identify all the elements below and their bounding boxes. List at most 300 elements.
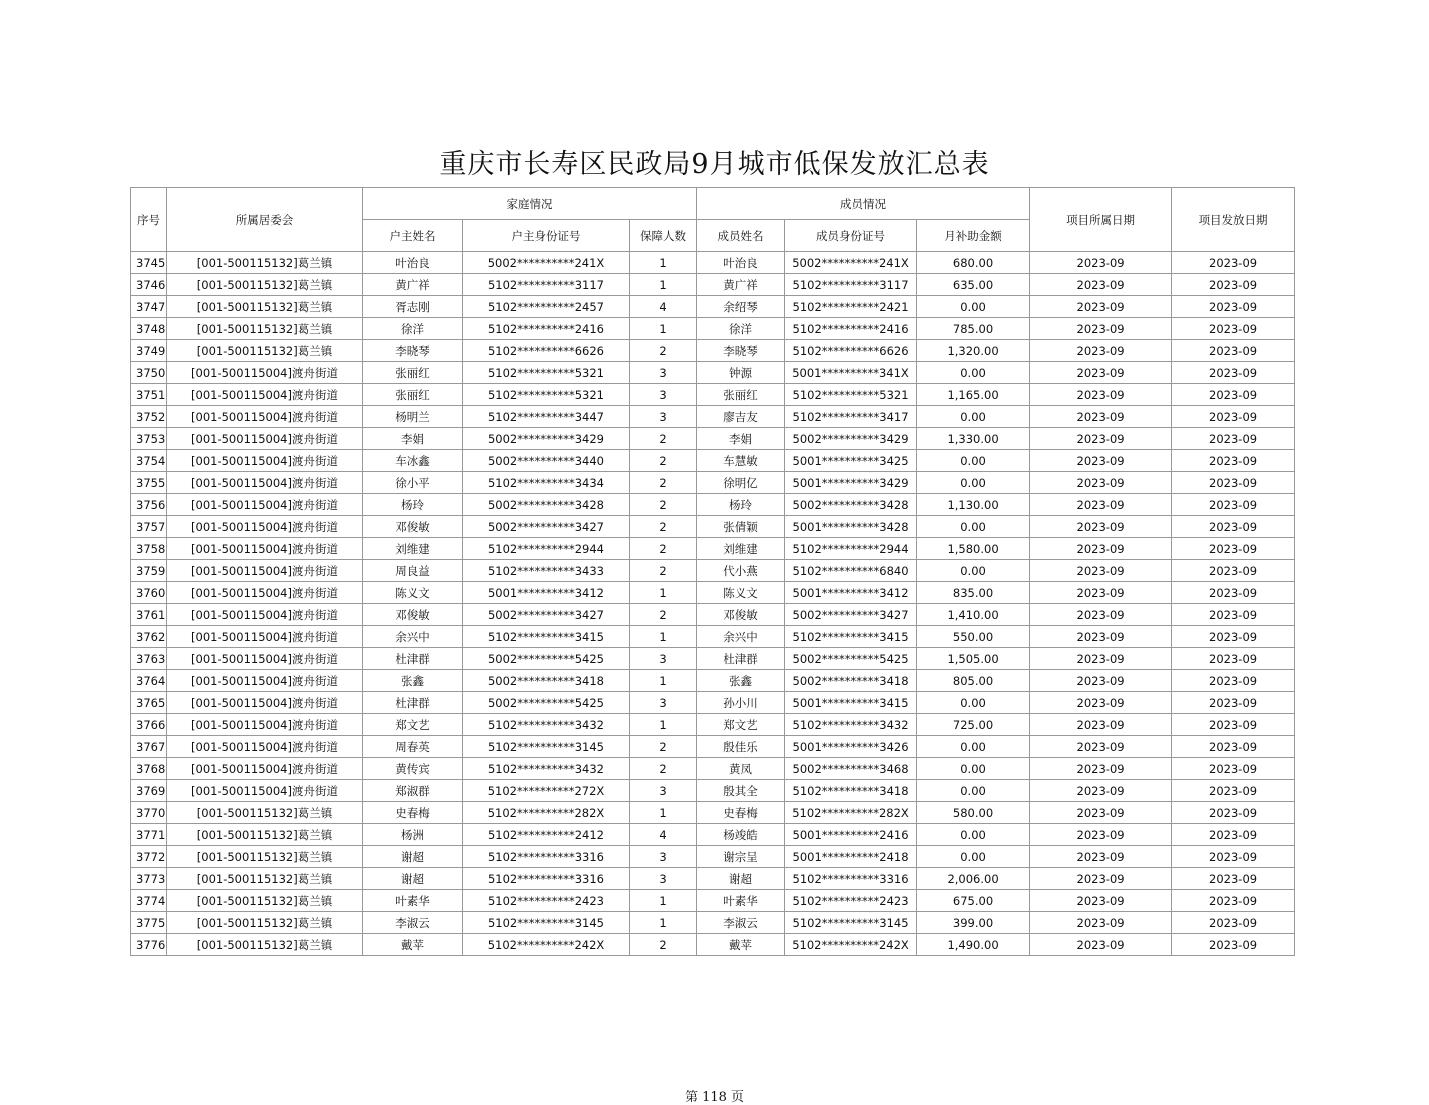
- count-cell: 1: [630, 802, 697, 824]
- committee-cell: [001-500115132]葛兰镇: [167, 318, 363, 340]
- member-name-cell: 杨玲: [697, 494, 785, 516]
- seq-cell: 3756: [131, 494, 167, 516]
- count-cell: 1: [630, 274, 697, 296]
- member-name-cell: 代小燕: [697, 560, 785, 582]
- head-id-cell: 5102**********3145: [463, 912, 630, 934]
- member-id-cell: 5002**********241X: [785, 252, 917, 274]
- table-row: [131, 384, 1295, 406]
- head-name-cell: 邓俊敏: [363, 516, 463, 538]
- project-date-cell: 2023-09: [1030, 296, 1172, 318]
- member-name-cell: 杜津群: [697, 648, 785, 670]
- issue-date-cell: 2023-09: [1172, 714, 1295, 736]
- amount-cell: 805.00: [917, 670, 1030, 692]
- committee-cell: [001-500115132]葛兰镇: [167, 890, 363, 912]
- head-id-cell: 5102**********6626: [463, 340, 630, 362]
- head-id-cell: 5002**********3429: [463, 428, 630, 450]
- count-cell: 3: [630, 846, 697, 868]
- member-name-cell: 钟源: [697, 362, 785, 384]
- amount-cell: 1,330.00: [917, 428, 1030, 450]
- project-date-cell: 2023-09: [1030, 494, 1172, 516]
- head-name-cell: 杨洲: [363, 824, 463, 846]
- amount-cell: 0.00: [917, 824, 1030, 846]
- head-id-cell: 5002**********3440: [463, 450, 630, 472]
- member-id-cell: 5001**********3415: [785, 692, 917, 714]
- page-title: 重庆市长寿区民政局9月城市低保发放汇总表: [439, 149, 990, 180]
- header-count: 保障人数: [630, 220, 697, 252]
- project-date-cell: 2023-09: [1030, 824, 1172, 846]
- count-cell: 2: [630, 494, 697, 516]
- project-date-cell: 2023-09: [1030, 406, 1172, 428]
- amount-cell: 0.00: [917, 560, 1030, 582]
- amount-cell: 0.00: [917, 780, 1030, 802]
- member-id-cell: 5001**********3429: [785, 472, 917, 494]
- head-id-cell: 5002**********241X: [463, 252, 630, 274]
- table-row: [131, 604, 1295, 626]
- table-row: [131, 824, 1295, 846]
- table-row: [131, 428, 1295, 450]
- header-seq: 序号: [131, 188, 167, 252]
- member-name-cell: 史春梅: [697, 802, 785, 824]
- committee-cell: [001-500115004]渡舟街道: [167, 604, 363, 626]
- amount-cell: 725.00: [917, 714, 1030, 736]
- table-row: [131, 318, 1295, 340]
- issue-date-cell: 2023-09: [1172, 890, 1295, 912]
- amount-cell: 675.00: [917, 890, 1030, 912]
- table-row: [131, 670, 1295, 692]
- member-name-cell: 叶素华: [697, 890, 785, 912]
- amount-cell: 1,410.00: [917, 604, 1030, 626]
- head-id-cell: 5102**********242X: [463, 934, 630, 956]
- head-id-cell: 5002**********5425: [463, 648, 630, 670]
- count-cell: 3: [630, 648, 697, 670]
- head-id-cell: 5102**********3432: [463, 714, 630, 736]
- project-date-cell: 2023-09: [1030, 648, 1172, 670]
- count-cell: 1: [630, 890, 697, 912]
- head-name-cell: 杨玲: [363, 494, 463, 516]
- table-row: [131, 912, 1295, 934]
- project-date-cell: 2023-09: [1030, 890, 1172, 912]
- member-id-cell: 5102**********3432: [785, 714, 917, 736]
- member-id-cell: 5001**********2416: [785, 824, 917, 846]
- table-row: [131, 582, 1295, 604]
- member-name-cell: 张倩颖: [697, 516, 785, 538]
- table-row: [131, 692, 1295, 714]
- head-id-cell: 5102**********5321: [463, 384, 630, 406]
- head-name-cell: 李淑云: [363, 912, 463, 934]
- count-cell: 3: [630, 692, 697, 714]
- head-name-cell: 叶治良: [363, 252, 463, 274]
- amount-cell: 0.00: [917, 516, 1030, 538]
- issue-date-cell: 2023-09: [1172, 472, 1295, 494]
- table-row: [131, 648, 1295, 670]
- amount-cell: 0.00: [917, 736, 1030, 758]
- member-id-cell: 5001**********3425: [785, 450, 917, 472]
- project-date-cell: 2023-09: [1030, 340, 1172, 362]
- issue-date-cell: 2023-09: [1172, 274, 1295, 296]
- issue-date-cell: 2023-09: [1172, 780, 1295, 802]
- project-date-cell: 2023-09: [1030, 868, 1172, 890]
- count-cell: 2: [630, 736, 697, 758]
- committee-cell: [001-500115004]渡舟街道: [167, 538, 363, 560]
- header-member-id: 成员身份证号: [785, 220, 917, 252]
- head-name-cell: 李娟: [363, 428, 463, 450]
- member-id-cell: 5102**********3418: [785, 780, 917, 802]
- head-name-cell: 黄传宾: [363, 758, 463, 780]
- issue-date-cell: 2023-09: [1172, 758, 1295, 780]
- header-amount: 月补助金额: [917, 220, 1030, 252]
- head-name-cell: 徐洋: [363, 318, 463, 340]
- committee-cell: [001-500115004]渡舟街道: [167, 780, 363, 802]
- head-name-cell: 杜津群: [363, 648, 463, 670]
- table-row: [131, 274, 1295, 296]
- header-issue-date: 项目发放日期: [1172, 188, 1295, 252]
- member-id-cell: 5002**********3427: [785, 604, 917, 626]
- seq-cell: 3759: [131, 560, 167, 582]
- table-row: [131, 472, 1295, 494]
- seq-cell: 3766: [131, 714, 167, 736]
- head-name-cell: 郑文艺: [363, 714, 463, 736]
- count-cell: 2: [630, 934, 697, 956]
- member-name-cell: 戴苹: [697, 934, 785, 956]
- head-id-cell: 5102**********3447: [463, 406, 630, 428]
- head-id-cell: 5102**********2412: [463, 824, 630, 846]
- member-name-cell: 余兴中: [697, 626, 785, 648]
- committee-cell: [001-500115004]渡舟街道: [167, 472, 363, 494]
- committee-cell: [001-500115132]葛兰镇: [167, 846, 363, 868]
- project-date-cell: 2023-09: [1030, 934, 1172, 956]
- count-cell: 2: [630, 428, 697, 450]
- project-date-cell: 2023-09: [1030, 384, 1172, 406]
- head-name-cell: 史春梅: [363, 802, 463, 824]
- issue-date-cell: 2023-09: [1172, 736, 1295, 758]
- member-id-cell: 5102**********2944: [785, 538, 917, 560]
- head-name-cell: 杨明兰: [363, 406, 463, 428]
- member-id-cell: 5102**********3415: [785, 626, 917, 648]
- count-cell: 2: [630, 758, 697, 780]
- amount-cell: 0.00: [917, 406, 1030, 428]
- committee-cell: [001-500115004]渡舟街道: [167, 648, 363, 670]
- seq-cell: 3748: [131, 318, 167, 340]
- committee-cell: [001-500115004]渡舟街道: [167, 736, 363, 758]
- table-row: [131, 560, 1295, 582]
- seq-cell: 3754: [131, 450, 167, 472]
- seq-cell: 3750: [131, 362, 167, 384]
- member-name-cell: 叶治良: [697, 252, 785, 274]
- committee-cell: [001-500115004]渡舟街道: [167, 516, 363, 538]
- issue-date-cell: 2023-09: [1172, 912, 1295, 934]
- head-name-cell: 黄广祥: [363, 274, 463, 296]
- seq-cell: 3776: [131, 934, 167, 956]
- member-id-cell: 5002**********3428: [785, 494, 917, 516]
- project-date-cell: 2023-09: [1030, 692, 1172, 714]
- table-row: [131, 934, 1295, 956]
- table-row: [131, 890, 1295, 912]
- page-number: 第 118 页: [684, 1090, 745, 1105]
- project-date-cell: 2023-09: [1030, 560, 1172, 582]
- committee-cell: [001-500115132]葛兰镇: [167, 824, 363, 846]
- count-cell: 4: [630, 296, 697, 318]
- head-id-cell: 5102**********3432: [463, 758, 630, 780]
- committee-cell: [001-500115004]渡舟街道: [167, 384, 363, 406]
- header-head-name: 户主姓名: [363, 220, 463, 252]
- head-id-cell: 5102**********272X: [463, 780, 630, 802]
- head-name-cell: 周良益: [363, 560, 463, 582]
- seq-cell: 3758: [131, 538, 167, 560]
- head-name-cell: 周春英: [363, 736, 463, 758]
- issue-date-cell: 2023-09: [1172, 670, 1295, 692]
- header-committee: 所属居委会: [167, 188, 363, 252]
- member-id-cell: 5102**********6626: [785, 340, 917, 362]
- project-date-cell: 2023-09: [1030, 604, 1172, 626]
- committee-cell: [001-500115004]渡舟街道: [167, 362, 363, 384]
- issue-date-cell: 2023-09: [1172, 802, 1295, 824]
- member-id-cell: 5002**********3468: [785, 758, 917, 780]
- seq-cell: 3770: [131, 802, 167, 824]
- count-cell: 2: [630, 604, 697, 626]
- member-name-cell: 黄凤: [697, 758, 785, 780]
- committee-cell: [001-500115004]渡舟街道: [167, 758, 363, 780]
- member-id-cell: 5102**********3316: [785, 868, 917, 890]
- seq-cell: 3768: [131, 758, 167, 780]
- member-name-cell: 谢宗呈: [697, 846, 785, 868]
- count-cell: 2: [630, 516, 697, 538]
- member-name-cell: 刘维建: [697, 538, 785, 560]
- seq-cell: 3760: [131, 582, 167, 604]
- committee-cell: [001-500115132]葛兰镇: [167, 274, 363, 296]
- committee-cell: [001-500115132]葛兰镇: [167, 296, 363, 318]
- amount-cell: 2,006.00: [917, 868, 1030, 890]
- issue-date-cell: 2023-09: [1172, 846, 1295, 868]
- amount-cell: 1,320.00: [917, 340, 1030, 362]
- project-date-cell: 2023-09: [1030, 582, 1172, 604]
- seq-cell: 3765: [131, 692, 167, 714]
- project-date-cell: 2023-09: [1030, 626, 1172, 648]
- issue-date-cell: 2023-09: [1172, 362, 1295, 384]
- amount-cell: 0.00: [917, 758, 1030, 780]
- member-name-cell: 谢超: [697, 868, 785, 890]
- committee-cell: [001-500115004]渡舟街道: [167, 560, 363, 582]
- count-cell: 3: [630, 868, 697, 890]
- member-name-cell: 廖吉友: [697, 406, 785, 428]
- relief-summary-table: [130, 187, 1295, 956]
- project-date-cell: 2023-09: [1030, 912, 1172, 934]
- seq-cell: 3773: [131, 868, 167, 890]
- table-row: [131, 538, 1295, 560]
- member-id-cell: 5102**********3417: [785, 406, 917, 428]
- issue-date-cell: 2023-09: [1172, 252, 1295, 274]
- count-cell: 3: [630, 384, 697, 406]
- issue-date-cell: 2023-09: [1172, 692, 1295, 714]
- committee-cell: [001-500115132]葛兰镇: [167, 934, 363, 956]
- project-date-cell: 2023-09: [1030, 846, 1172, 868]
- member-name-cell: 李淑云: [697, 912, 785, 934]
- amount-cell: 580.00: [917, 802, 1030, 824]
- head-name-cell: 张丽红: [363, 362, 463, 384]
- committee-cell: [001-500115004]渡舟街道: [167, 450, 363, 472]
- member-id-cell: 5102**********2421: [785, 296, 917, 318]
- committee-cell: [001-500115132]葛兰镇: [167, 868, 363, 890]
- issue-date-cell: 2023-09: [1172, 934, 1295, 956]
- issue-date-cell: 2023-09: [1172, 560, 1295, 582]
- head-id-cell: 5002**********3418: [463, 670, 630, 692]
- count-cell: 1: [630, 714, 697, 736]
- seq-cell: 3747: [131, 296, 167, 318]
- table-row: [131, 494, 1295, 516]
- head-id-cell: 5002**********3427: [463, 604, 630, 626]
- seq-cell: 3774: [131, 890, 167, 912]
- seq-cell: 3761: [131, 604, 167, 626]
- seq-cell: 3775: [131, 912, 167, 934]
- project-date-cell: 2023-09: [1030, 714, 1172, 736]
- count-cell: 4: [630, 824, 697, 846]
- table-row: [131, 626, 1295, 648]
- member-id-cell: 5001**********3426: [785, 736, 917, 758]
- head-id-cell: 5102**********2457: [463, 296, 630, 318]
- amount-cell: 835.00: [917, 582, 1030, 604]
- project-date-cell: 2023-09: [1030, 428, 1172, 450]
- seq-cell: 3745: [131, 252, 167, 274]
- issue-date-cell: 2023-09: [1172, 626, 1295, 648]
- amount-cell: 1,165.00: [917, 384, 1030, 406]
- member-name-cell: 徐洋: [697, 318, 785, 340]
- head-id-cell: 5102**********2944: [463, 538, 630, 560]
- project-date-cell: 2023-09: [1030, 274, 1172, 296]
- amount-cell: 785.00: [917, 318, 1030, 340]
- committee-cell: [001-500115004]渡舟街道: [167, 670, 363, 692]
- head-id-cell: 5102**********3145: [463, 736, 630, 758]
- seq-cell: 3749: [131, 340, 167, 362]
- head-id-cell: 5102**********3316: [463, 868, 630, 890]
- amount-cell: 550.00: [917, 626, 1030, 648]
- head-id-cell: 5102**********282X: [463, 802, 630, 824]
- table-row: [131, 296, 1295, 318]
- header-member-name: 成员姓名: [697, 220, 785, 252]
- seq-cell: 3762: [131, 626, 167, 648]
- count-cell: 2: [630, 560, 697, 582]
- head-name-cell: 邓俊敏: [363, 604, 463, 626]
- count-cell: 1: [630, 670, 697, 692]
- seq-cell: 3769: [131, 780, 167, 802]
- head-id-cell: 5102**********2423: [463, 890, 630, 912]
- amount-cell: 0.00: [917, 692, 1030, 714]
- seq-cell: 3757: [131, 516, 167, 538]
- seq-cell: 3764: [131, 670, 167, 692]
- member-name-cell: 邓俊敏: [697, 604, 785, 626]
- committee-cell: [001-500115004]渡舟街道: [167, 428, 363, 450]
- member-id-cell: 5001**********341X: [785, 362, 917, 384]
- issue-date-cell: 2023-09: [1172, 868, 1295, 890]
- count-cell: 1: [630, 912, 697, 934]
- count-cell: 2: [630, 450, 697, 472]
- count-cell: 1: [630, 318, 697, 340]
- amount-cell: 0.00: [917, 846, 1030, 868]
- table-row: [131, 714, 1295, 736]
- amount-cell: 635.00: [917, 274, 1030, 296]
- head-id-cell: 5102**********3117: [463, 274, 630, 296]
- project-date-cell: 2023-09: [1030, 318, 1172, 340]
- header-family-group: 家庭情况: [363, 188, 697, 220]
- issue-date-cell: 2023-09: [1172, 494, 1295, 516]
- head-name-cell: 张丽红: [363, 384, 463, 406]
- head-name-cell: 刘维建: [363, 538, 463, 560]
- amount-cell: 1,490.00: [917, 934, 1030, 956]
- issue-date-cell: 2023-09: [1172, 428, 1295, 450]
- project-date-cell: 2023-09: [1030, 538, 1172, 560]
- count-cell: 1: [630, 582, 697, 604]
- member-id-cell: 5102**********5321: [785, 384, 917, 406]
- member-name-cell: 陈义文: [697, 582, 785, 604]
- head-name-cell: 车冰鑫: [363, 450, 463, 472]
- member-name-cell: 张鑫: [697, 670, 785, 692]
- project-date-cell: 2023-09: [1030, 252, 1172, 274]
- count-cell: 3: [630, 406, 697, 428]
- amount-cell: 399.00: [917, 912, 1030, 934]
- count-cell: 2: [630, 472, 697, 494]
- table-row: [131, 362, 1295, 384]
- project-date-cell: 2023-09: [1030, 450, 1172, 472]
- committee-cell: [001-500115132]葛兰镇: [167, 252, 363, 274]
- project-date-cell: 2023-09: [1030, 780, 1172, 802]
- seq-cell: 3771: [131, 824, 167, 846]
- count-cell: 3: [630, 780, 697, 802]
- member-id-cell: 5001**********3412: [785, 582, 917, 604]
- project-date-cell: 2023-09: [1030, 362, 1172, 384]
- head-id-cell: 5102**********3433: [463, 560, 630, 582]
- head-name-cell: 谢超: [363, 868, 463, 890]
- table-body: [131, 252, 1295, 956]
- head-id-cell: 5102**********3316: [463, 846, 630, 868]
- issue-date-cell: 2023-09: [1172, 296, 1295, 318]
- amount-cell: 680.00: [917, 252, 1030, 274]
- project-date-cell: 2023-09: [1030, 516, 1172, 538]
- member-name-cell: 孙小川: [697, 692, 785, 714]
- table-row: [131, 736, 1295, 758]
- issue-date-cell: 2023-09: [1172, 318, 1295, 340]
- seq-cell: 3772: [131, 846, 167, 868]
- member-id-cell: 5102**********2416: [785, 318, 917, 340]
- count-cell: 2: [630, 340, 697, 362]
- head-name-cell: 张鑫: [363, 670, 463, 692]
- member-id-cell: 5001**********3428: [785, 516, 917, 538]
- member-name-cell: 徐明亿: [697, 472, 785, 494]
- count-cell: 1: [630, 252, 697, 274]
- table-row: [131, 780, 1295, 802]
- member-name-cell: 殷佳乐: [697, 736, 785, 758]
- head-name-cell: 余兴中: [363, 626, 463, 648]
- project-date-cell: 2023-09: [1030, 802, 1172, 824]
- table-row: [131, 516, 1295, 538]
- member-name-cell: 杨竣皓: [697, 824, 785, 846]
- amount-cell: 1,130.00: [917, 494, 1030, 516]
- issue-date-cell: 2023-09: [1172, 648, 1295, 670]
- table-row: [131, 802, 1295, 824]
- member-id-cell: 5002**********3418: [785, 670, 917, 692]
- table-row: [131, 252, 1295, 274]
- seq-cell: 3751: [131, 384, 167, 406]
- seq-cell: 3752: [131, 406, 167, 428]
- table-row: [131, 450, 1295, 472]
- member-id-cell: 5102**********2423: [785, 890, 917, 912]
- project-date-cell: 2023-09: [1030, 472, 1172, 494]
- head-name-cell: 陈义文: [363, 582, 463, 604]
- head-name-cell: 戴苹: [363, 934, 463, 956]
- amount-cell: 1,505.00: [917, 648, 1030, 670]
- member-id-cell: 5001**********2418: [785, 846, 917, 868]
- table-row: [131, 846, 1295, 868]
- head-id-cell: 5001**********3412: [463, 582, 630, 604]
- committee-cell: [001-500115004]渡舟街道: [167, 692, 363, 714]
- seq-cell: 3767: [131, 736, 167, 758]
